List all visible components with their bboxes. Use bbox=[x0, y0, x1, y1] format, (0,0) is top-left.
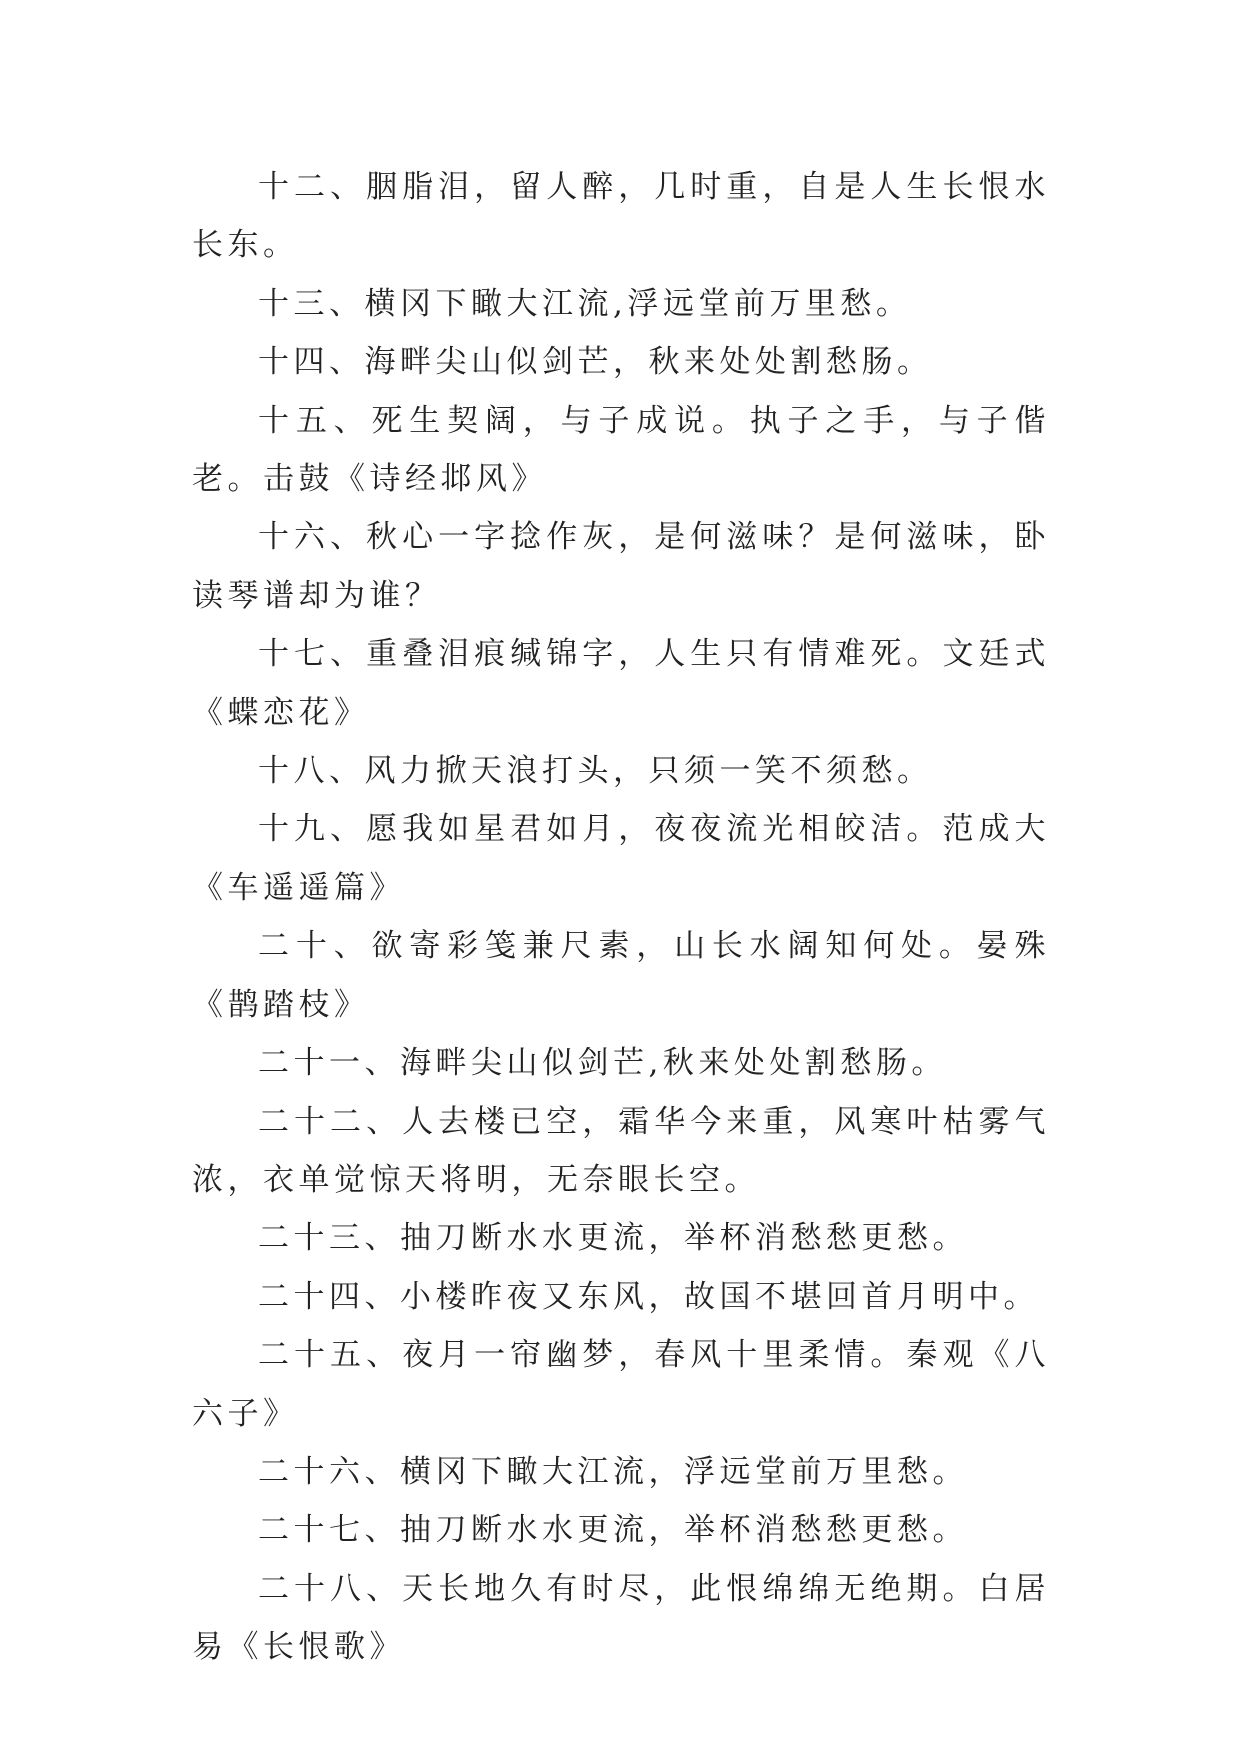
paragraph-15: 十五、死生契阔，与子成说。执子之手，与子偕老。击鼓《诗经邶风》 bbox=[192, 402, 1050, 498]
paragraph-14: 十四、海畔尖山似剑芒，秋来处处割愁肠。 bbox=[258, 344, 933, 381]
paragraph-19: 十九、愿我如星君如月，夜夜流光相皎洁。范成大《车遥遥篇》 bbox=[192, 811, 1050, 906]
paragraph-25: 二十五、夜月一帘幽梦，春风十里柔情。秦观《八六子》 bbox=[192, 1337, 1050, 1432]
paragraph-28: 二十八、天长地久有时尽，此恨绵绵无绝期。白居易《长恨歌》 bbox=[192, 1570, 1050, 1666]
paragraph-16: 十六、秋心一字捻作灰，是何滋味？是何滋味，卧读琴谱却为谁？ bbox=[192, 519, 1050, 614]
paragraph-13: 十三、横冈下瞰大江流,浮远堂前万里愁。 bbox=[258, 285, 912, 322]
paragraph-27: 二十七、抽刀断水水更流，举杯消愁愁更愁。 bbox=[258, 1512, 968, 1549]
paragraph-26: 二十六、横冈下瞰大江流，浮远堂前万里愁。 bbox=[258, 1453, 968, 1490]
paragraph-20: 二十、欲寄彩笺兼尺素，山长水阔知何处。晏殊《鹊踏枝》 bbox=[192, 928, 1050, 1023]
paragraph-17: 十七、重叠泪痕缄锦字，人生只有情难死。文廷式《蝶恋花》 bbox=[192, 636, 1050, 731]
paragraph-12: 十二、胭脂泪，留人醉，几时重，自是人生长恨水长东。 bbox=[192, 169, 1050, 264]
paragraph-23: 二十三、抽刀断水水更流，举杯消愁愁更愁。 bbox=[258, 1220, 968, 1257]
paragraph-18: 十八、风力掀天浪打头，只须一笑不须愁。 bbox=[258, 753, 933, 790]
paragraph-21: 二十一、海畔尖山似剑芒,秋来处处割愁肠。 bbox=[258, 1045, 947, 1082]
paragraph-22: 二十二、人去楼已空，霜华今来重，风寒叶枯雾气浓，衣单觉惊天将明，无奈眼长空。 bbox=[192, 1103, 1050, 1198]
paragraph-24: 二十四、小楼昨夜又东风，故国不堪回首月明中。 bbox=[258, 1278, 1039, 1315]
poem-list bbox=[192, 158, 1050, 1677]
